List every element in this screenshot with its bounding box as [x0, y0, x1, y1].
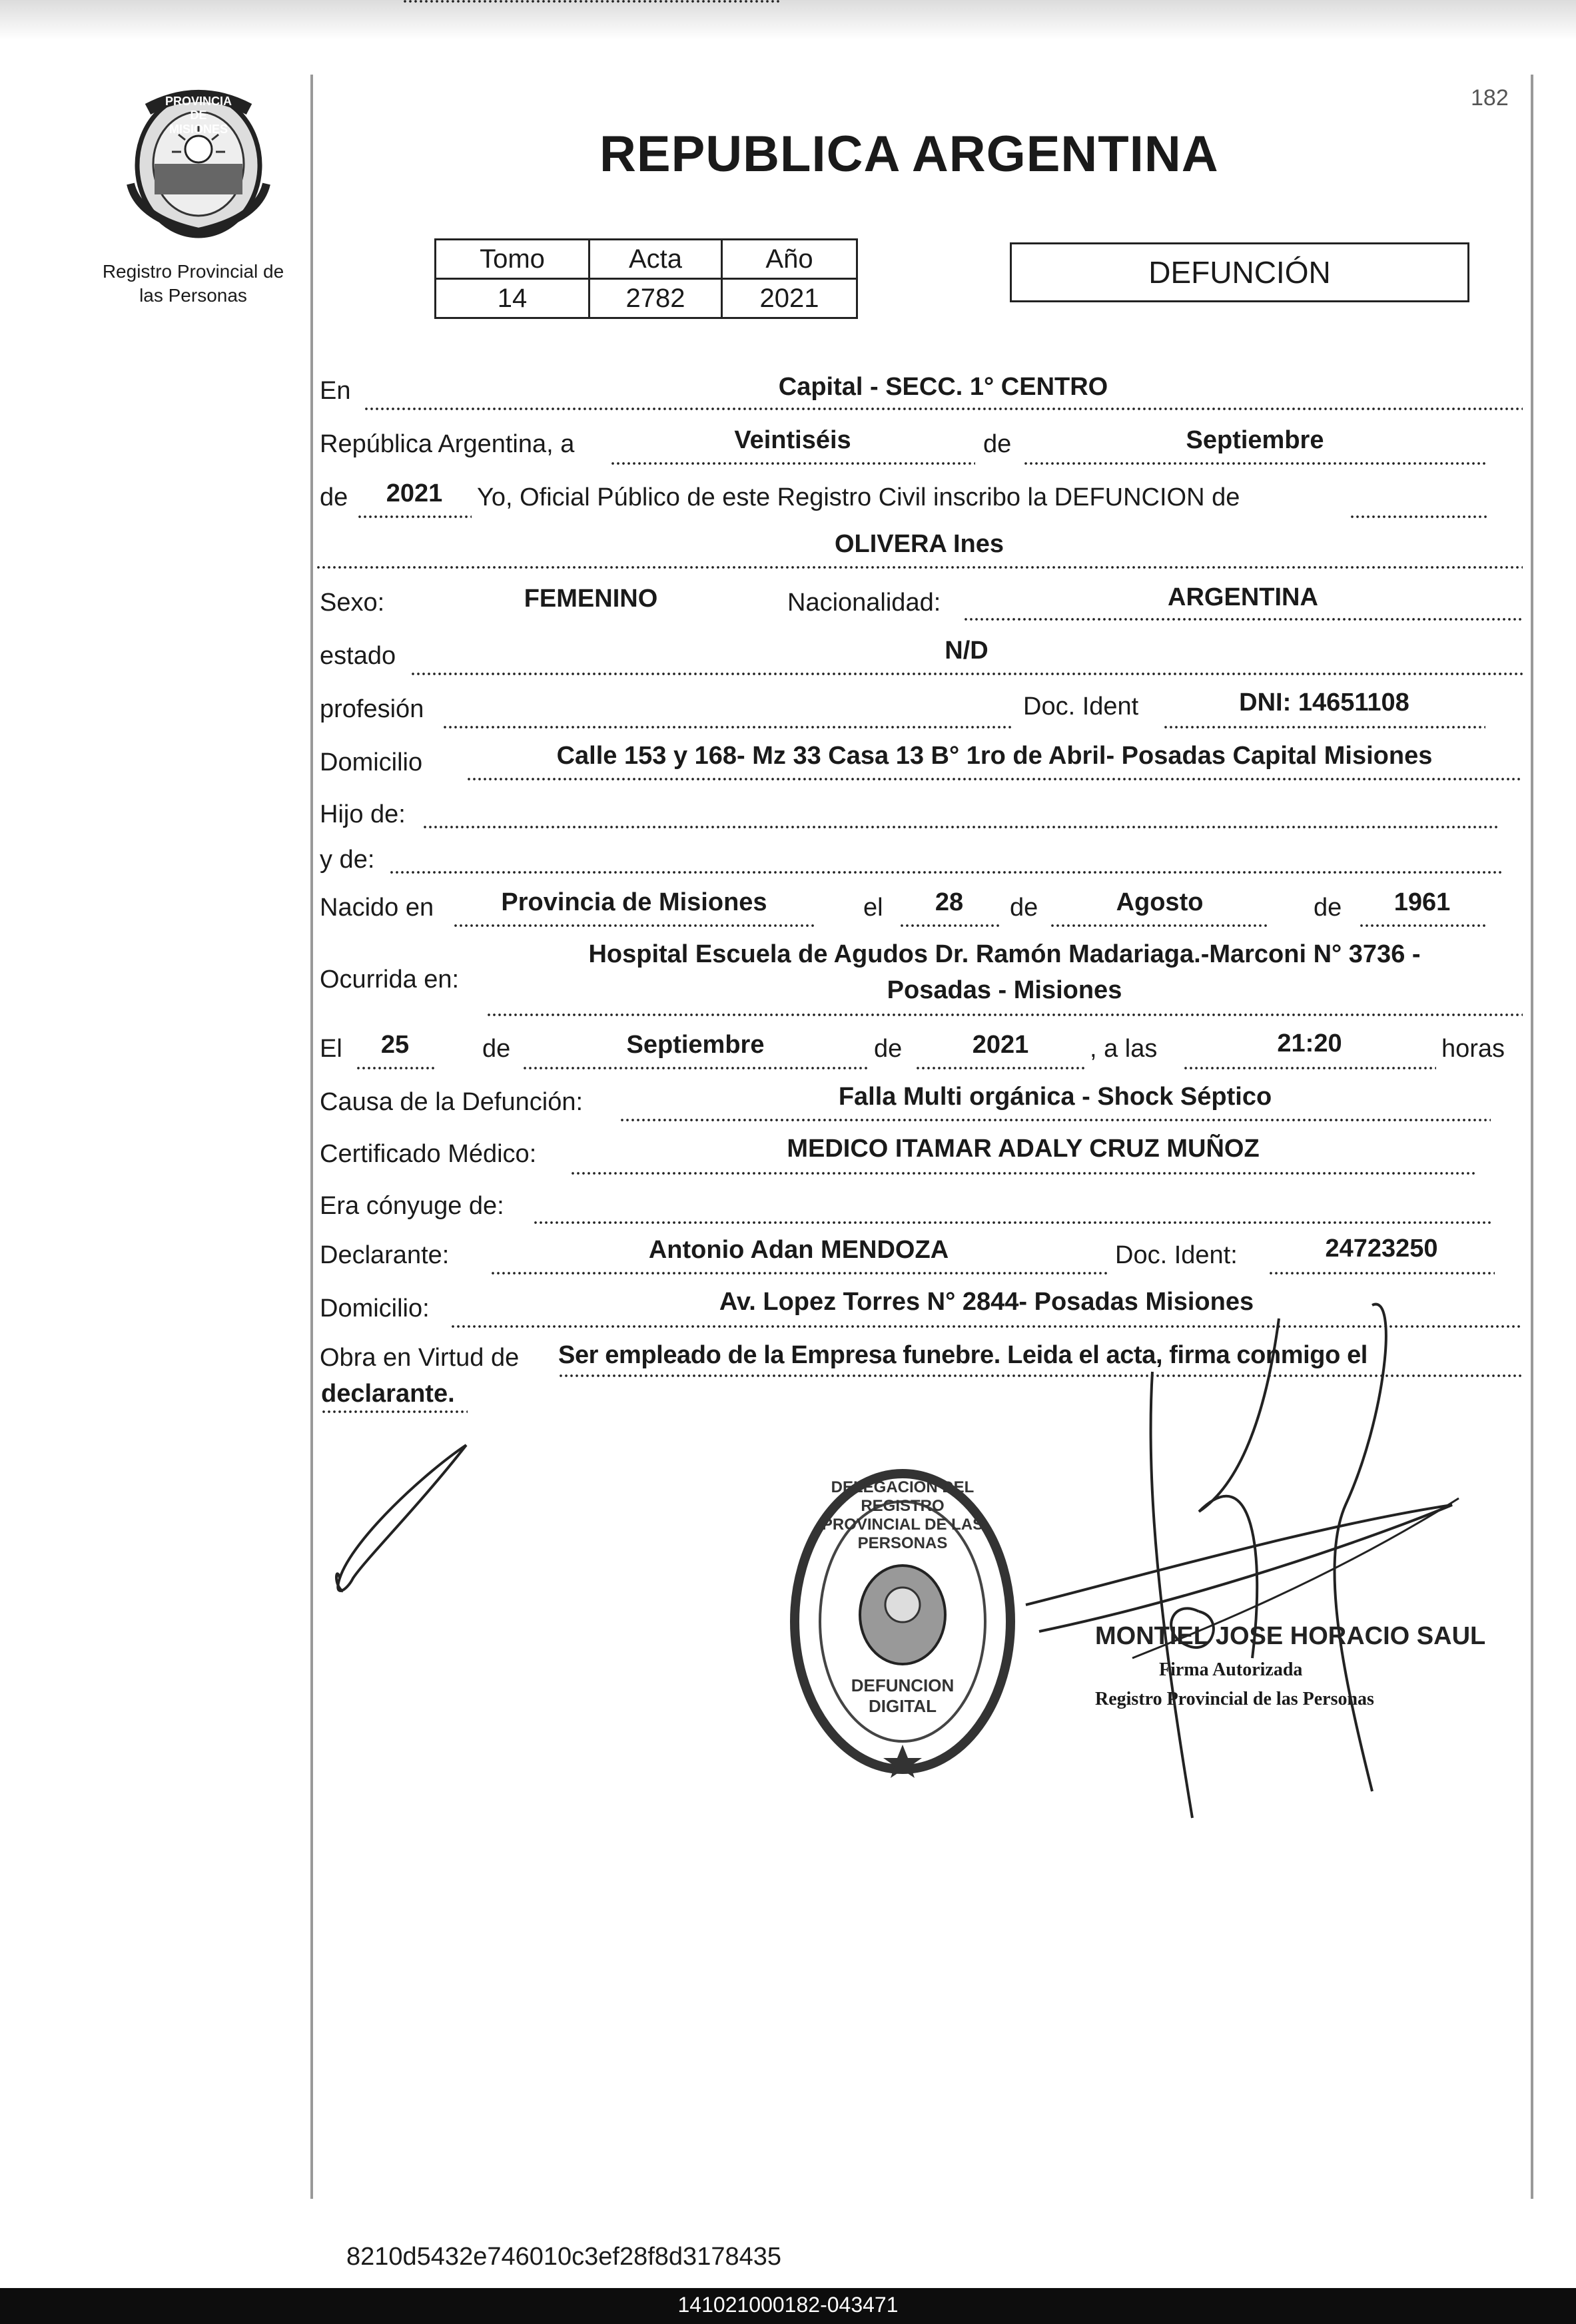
registry-header-acta: Acta: [590, 240, 722, 279]
field-def-hora: 21:20: [1277, 1029, 1342, 1057]
line-def-anio: [915, 1067, 1086, 1069]
label-de-3: de: [1010, 894, 1038, 922]
crest-text: PROVINCIA DE MISIONES: [165, 95, 232, 136]
document-title: REPUBLICA ARGENTINA: [599, 126, 1219, 182]
line-obra-2: [321, 1410, 468, 1413]
field-def-mes: Septiembre: [626, 1031, 765, 1059]
line-domicilio: [466, 778, 1523, 780]
label-de-5: de: [482, 1035, 511, 1063]
line-profesion: [442, 726, 1014, 728]
field-def-dia: 25: [380, 1031, 410, 1059]
line-def-dia: [356, 1067, 434, 1069]
registry-table: [434, 238, 858, 319]
field-declarante-doc: 24723250: [1325, 1235, 1438, 1263]
field-obra-line2: declarante.: [321, 1380, 455, 1408]
field-ocurrida-line2: Posadas - Misiones: [887, 976, 1122, 1004]
field-fallecido: OLIVERA Ines: [834, 530, 1004, 558]
stamp-outer-text: DELEGACION DEL REGISTRO PROVINCIAL DE LAS PERSONAS: [821, 1478, 984, 1552]
label-domicilio: Domicilio: [320, 748, 423, 776]
field-nacido-en: Provincia de Misiones: [501, 888, 767, 916]
scan-shade: [0, 0, 1576, 40]
field-domicilio: Calle 153 y 168- Mz 33 Casa 13 B° 1ro de Abril- Posadas Capital Misiones: [556, 742, 1433, 770]
line-doc-ident: [1163, 726, 1485, 728]
line-nacido-en: [453, 924, 815, 927]
right-margin-line: [1531, 75, 1533, 2199]
line-nac-mes: [1050, 924, 1270, 927]
field-obra-line1: Ser empleado de la Empresa funebre. Leida el acta, firma conmigo el: [558, 1341, 1368, 1369]
label-declarante: Declarante:: [320, 1241, 450, 1269]
label-y-de: y de:: [320, 846, 375, 874]
label-de-4: de: [1314, 894, 1342, 922]
line-nacionalidad: [963, 618, 1523, 621]
line-estado: [410, 673, 1523, 675]
officer-signature: [999, 1285, 1479, 1831]
official-stamp: [786, 1465, 1019, 1778]
field-certificado: MEDICO ITAMAR ADALY CRUZ MUÑOZ: [787, 1135, 1260, 1163]
label-horas: horas: [1441, 1035, 1505, 1063]
line-def-hora: [1183, 1067, 1436, 1069]
field-mes-inscripcion: Septiembre: [1186, 426, 1324, 454]
label-obra: Obra en Virtud de: [320, 1344, 520, 1372]
field-nac-dia: 28: [935, 888, 964, 916]
line-hijo-de: [422, 826, 1497, 828]
label-causa: Causa de la Defunción:: [320, 1088, 584, 1116]
label-certificado: Certificado Médico:: [320, 1140, 537, 1168]
line-certificado: [570, 1172, 1476, 1175]
field-estado: N/D: [945, 637, 988, 665]
label-de-1: de: [983, 430, 1012, 458]
label-sexo: Sexo:: [320, 589, 385, 617]
label-nacionalidad: Nacionalidad:: [787, 589, 941, 617]
label-a-las: , a las: [1090, 1035, 1158, 1063]
page-number: 182: [1471, 85, 1509, 111]
line-declarante: [490, 1272, 1107, 1275]
line-declarante-doc: [1268, 1272, 1495, 1275]
left-margin-line: [310, 75, 313, 2199]
registry-value-tomo: 14: [436, 279, 590, 318]
line-causa: [619, 1119, 1491, 1121]
label-conyuge: Era cónyuge de:: [320, 1192, 504, 1220]
field-nacionalidad: ARGENTINA: [1168, 583, 1318, 611]
field-sexo: FEMENINO: [524, 585, 658, 613]
label-en: En: [320, 377, 351, 405]
line-yo-continuation: [1350, 515, 1488, 518]
field-nac-mes: Agosto: [1116, 888, 1204, 916]
organization-line1: Registro Provincial de: [102, 261, 284, 282]
label-de-2: de: [320, 483, 348, 511]
registry-value-anio: 2021: [722, 279, 857, 318]
line-ocurrida: [486, 1014, 1523, 1016]
officer-org: Registro Provincial de las Personas: [1095, 1689, 1374, 1709]
document-type-box: DEFUNCIÓN: [1010, 242, 1469, 302]
line-dia-inscripcion: [610, 462, 975, 465]
registry-header-tomo: Tomo: [436, 240, 590, 279]
registry-header-anio: Año: [722, 240, 857, 279]
line-anio-inscripcion: [357, 515, 472, 518]
label-hijo-de: Hijo de:: [320, 800, 406, 828]
label-doc-ident-2: Doc. Ident:: [1115, 1241, 1238, 1269]
line-y-de: [389, 871, 1501, 874]
stamp-inner-text: DEFUNCION DIGITAL: [851, 1675, 955, 1716]
label-doc-ident: Doc. Ident: [1023, 693, 1139, 721]
line-mes-inscripcion: [1023, 462, 1487, 465]
province-crest: [119, 85, 278, 245]
field-nac-anio: 1961: [1393, 888, 1451, 916]
field-ocurrida-line1: Hospital Escuela de Agudos Dr. Ramón Madariaga.-Marconi N° 3736 -: [588, 940, 1421, 968]
label-ocurrida-en: Ocurrida en:: [320, 966, 460, 994]
line-conyuge: [533, 1221, 1492, 1224]
declarant-signature: [326, 1432, 486, 1605]
field-doc-ident: DNI: 14651108: [1239, 689, 1409, 717]
line-fallecido: [316, 566, 1523, 569]
label-de-6: de: [874, 1035, 903, 1063]
label-republica: República Argentina, a: [320, 430, 575, 458]
registry-value-acta: 2782: [590, 279, 722, 318]
line-def-mes: [522, 1067, 869, 1069]
line-nac-dia: [899, 924, 999, 927]
officer-role: Firma Autorizada: [1159, 1659, 1303, 1680]
field-declarante: Antonio Adan MENDOZA: [648, 1236, 949, 1264]
label-domicilio-2: Domicilio:: [320, 1295, 430, 1322]
field-dia-inscripcion: Veintiséis: [734, 426, 851, 454]
line-sexo: [402, 0, 779, 3]
field-def-anio: 2021: [972, 1031, 1029, 1059]
field-causa: Falla Multi orgánica - Shock Séptico: [838, 1083, 1272, 1111]
organization-line2: las Personas: [139, 285, 247, 306]
line-lugar: [364, 408, 1523, 410]
label-yo-oficial: Yo, Oficial Público de este Registro Civil inscribo la DEFUNCION de: [477, 483, 1240, 511]
label-el: el: [863, 894, 883, 922]
officer-name: MONTIEL JOSE HORACIO SAUL: [1095, 1622, 1486, 1650]
line-nac-anio: [1359, 924, 1485, 927]
label-profesion: profesión: [320, 695, 424, 723]
organization-name: [80, 260, 306, 308]
label-nacido-en: Nacido en: [320, 894, 434, 922]
footer-code: 141021000182-043471: [677, 2293, 899, 2317]
field-lugar: Capital - SECC. 1° CENTRO: [778, 373, 1108, 401]
document-hash: 8210d5432e746010c3ef28f8d3178435: [346, 2243, 781, 2271]
label-el-2: El: [320, 1035, 342, 1063]
field-declarante-domicilio: Av. Lopez Torres N° 2844- Posadas Misiones: [719, 1288, 1254, 1316]
field-anio-inscripcion: 2021: [386, 479, 443, 507]
label-estado: estado: [320, 642, 396, 670]
